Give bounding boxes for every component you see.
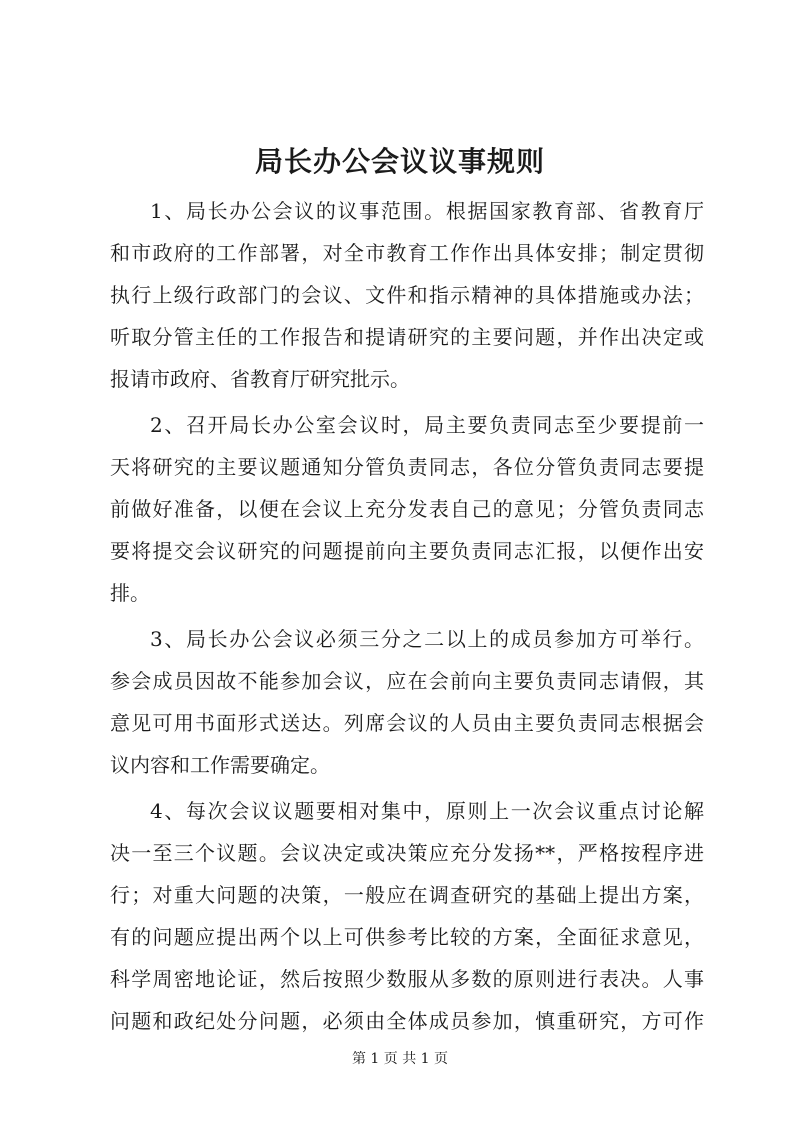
paragraph-line: 1、局长办公会议的议事范围。根据国家教育部、省教育厅 [150,199,704,223]
paragraph-line: 议内容和工作需要确定。 [110,753,330,777]
paragraph-line: 执行上级行政部门的会议、文件和指示精神的具体措施或办法； [110,283,704,307]
paragraph-line: 要将提交会议研究的问题提前向主要负责同志汇报，以便作出安 [110,539,704,563]
paragraph-2 [110,404,704,614]
paragraph-line: 听取分管主任的工作报告和提请研究的主要问题，并作出决定或 [110,325,704,349]
paragraph-line: 排。 [110,581,150,605]
paragraph-line: 问题和政纪处分问题，必须由全体成员参加，慎重研究，方可作 [110,1009,704,1033]
paragraph-line: 4、每次会议议题要相对集中，原则上一次会议重点讨论解 [150,799,704,823]
paragraph-line: 天将研究的主要议题通知分管负责同志，各位分管负责同志要提 [110,455,704,479]
paragraph-line: 2、召开局长办公室会议时，局主要负责同志至少要提前一 [150,413,704,437]
paragraph-line: 参会成员因故不能参加会议，应在会前向主要负责同志请假，其 [110,669,704,693]
paragraph-line: 报请市政府、省教育厅研究批示。 [110,367,410,391]
document-body [110,190,704,1042]
paragraph-1 [110,190,704,400]
document-title: 局长办公会议议事规则 [254,145,545,178]
paragraph-line: 3、局长办公会议必须三分之二以上的成员参加方可举行。 [150,627,704,651]
paragraph-line: 科学周密地论证，然后按照少数服从多数的原则进行表决。人事 [110,967,704,991]
paragraph-3 [110,618,704,786]
paragraph-line: 和市政府的工作部署，对全市教育工作作出具体安排；制定贯彻 [110,241,704,265]
paragraph-line: 有的问题应提出两个以上可供参考比较的方案，全面征求意见， [110,925,704,949]
paragraph-line: 前做好准备，以便在会议上充分发表自己的意见；分管负责同志 [110,497,704,521]
paragraph-line: 决一至三个议题。会议决定或决策应充分发扬**，严格按程序进 [110,841,704,865]
page-footer: 第 1 页 共 1 页 [351,1051,449,1067]
paragraph-4 [110,790,704,1042]
paragraph-line: 行；对重大问题的决策，一般应在调查研究的基础上提出方案， [110,883,704,907]
paragraph-line: 意见可用书面形式送达。列席会议的人员由主要负责同志根据会 [110,711,704,735]
